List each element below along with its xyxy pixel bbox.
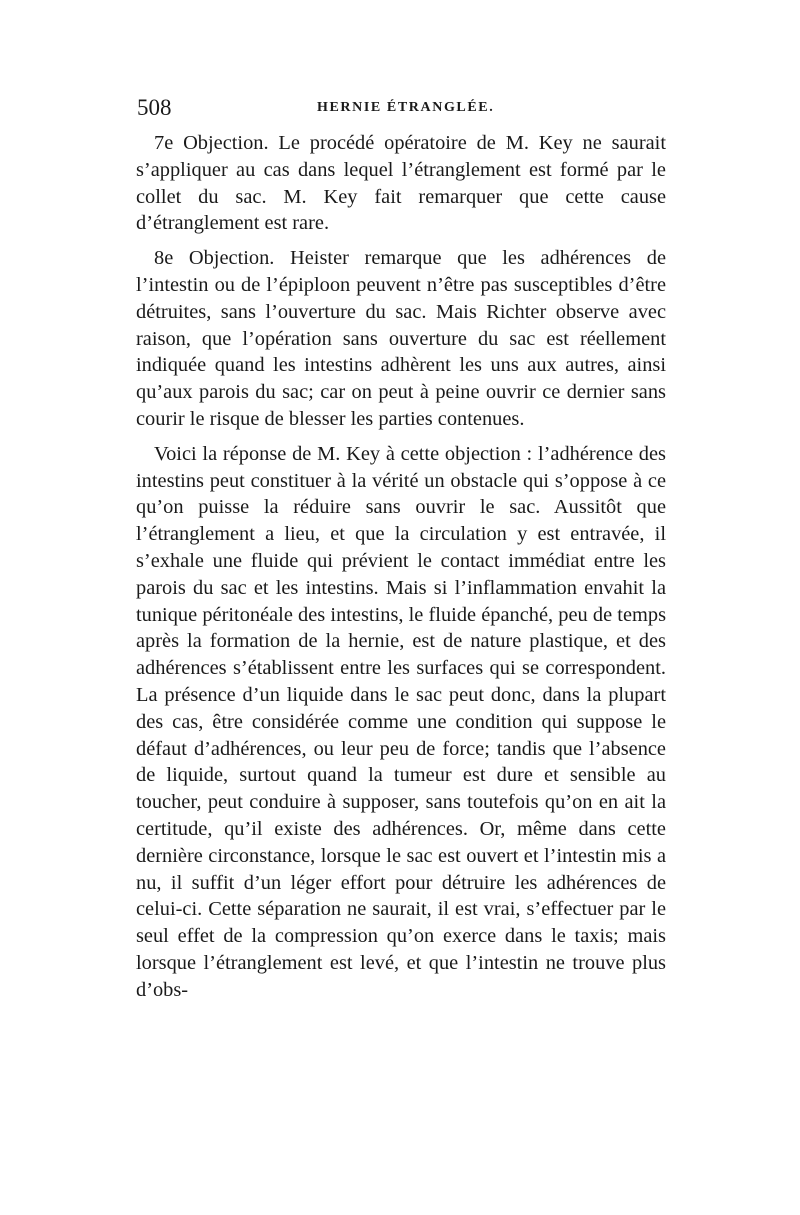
paragraph-objection-8: 8e Objection. Heister remarque que les adhérences de l’intestin ou de l’épiploon peuvent n’être pas susceptibles d’être détruites, sans l’ouverture du sac. Mais Richter observe avec raison, que l’opération sans ouverture du sac est réellement indiquée quand les intestins adhèrent les uns aux autres, ainsi qu’aux parois du sac; car on peut à peine ouvrir ce dernier sans courir le risque de blesser les parties contenues.: [136, 247, 666, 430]
paragraph-key-response: Voici la réponse de M. Key à cette objection : l’adhérence des intestins peut constituer à la vérité un obstacle qui s’oppose à ce qu’on puisse la réduire sans ouvrir le sac. Aussitôt que l’étranglement a lieu, et que la circulation y est entravée, il s’exhale une fluide qui prévient le contact immédiat entre les parois du sac et les intestins. Mais si l’inflammation envahit la tunique péritonéale des intestins, le fluide épanché, peu de temps après la formation de la hernie, est de nature plastique, et des adhérences s’établissent entre les surfaces qui se correspondent. La présence d’un liquide dans le sac peut donc, dans la plupart des cas, être considérée comme une condition qui suppose le défaut d’adhérences, ou leur peu de force; tandis que l’absence de liquide, surtout quand la tumeur est dure et sensible au toucher, peut conduire à supposer, sans toutefois qu’on en ait la certitude, qu’il existe des adhérences. Or, même dans cette dernière circonstance, lorsque le sac est ouvert et l’intestin mis a nu, il suffit d’un léger effort pour détruire les adhérences de celui-ci. Cette séparation ne saurait, il est vrai, s’effectuer par le seul effet de la compression qu’on exerce dans le taxis; mais lorsque l’étranglement est levé, et que l’intestin ne trouve plus d’obs-: [136, 442, 666, 1001]
page-number: 508: [137, 95, 172, 120]
page-header: [137, 95, 664, 125]
body-text: [136, 130, 666, 1004]
paragraph-objection-7: 7e Objection. Le procédé opératoire de M. Key ne saurait s’appliquer au cas dans lequel l’étranglement est formé par le collet du sac. M. Key fait remarquer que cette cause d’étranglement est rare.: [136, 132, 666, 235]
running-head: HERNIE ÉTRANGLÉE.: [317, 100, 495, 115]
